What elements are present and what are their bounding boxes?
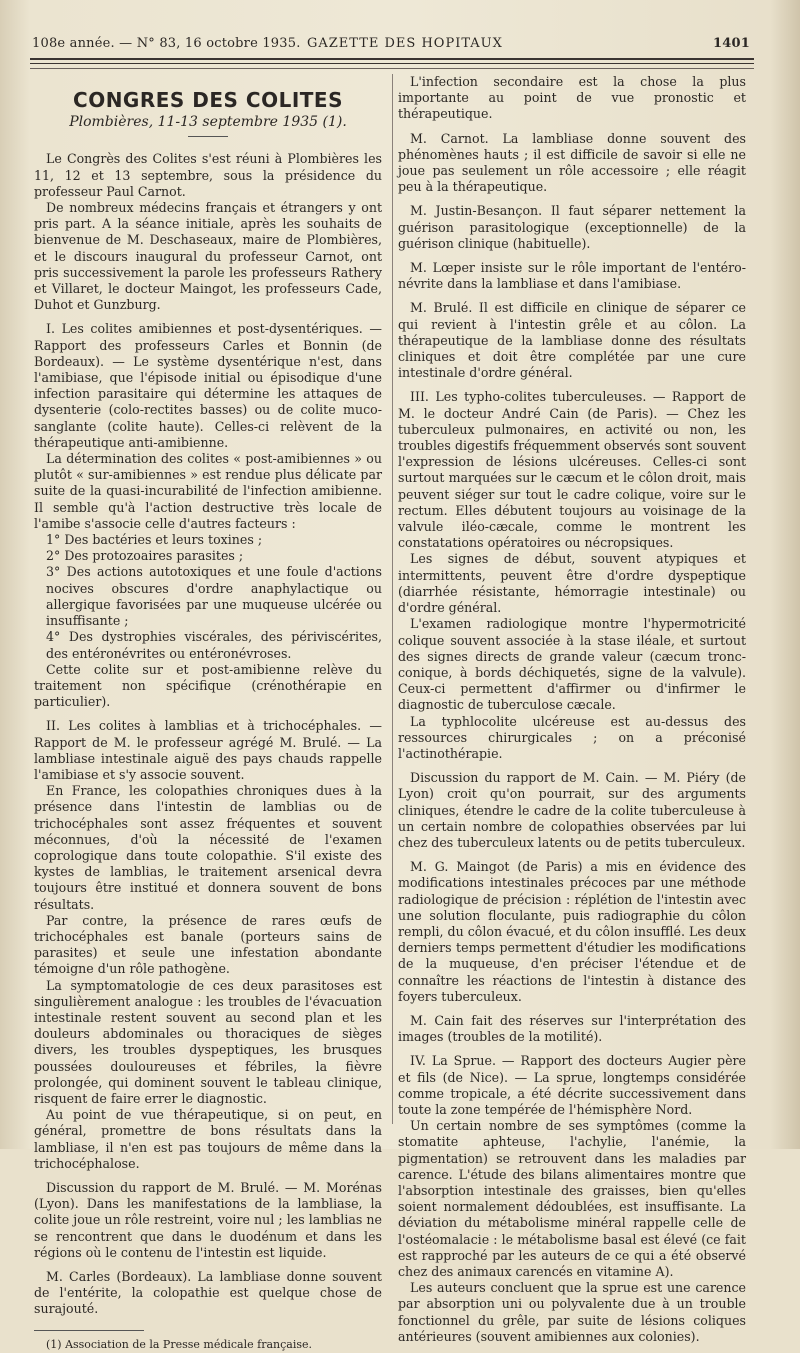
paragraph: La symptomatologie de ces deux parasitoses est singulièrement analogue : les troubles de l'évacuation intestinale restent souvent au second plan et les douleurs abdominales ou thoraciques de sièges divers, les troubles dyspeptiques, les brusques poussées douloureuses et fébriles, la fièvre prolongée, qui dominent souvent le tableau clinique, risquent de faire errer le diagnostic.	[34, 977, 382, 1106]
list-item: 2° Des protozoaires parasites ;	[46, 548, 244, 564]
paragraph: Cette colite sur et post-amibienne relève du traitement non spécifique (crénothérapie en particulier).	[34, 661, 382, 710]
paragraph: Un certain nombre de ses symptômes (comme la stomatite aphteuse, l'achylie, l'anémie, la pigmentation) se retrouvent dans les maladies par carence. L'étude des bilans alimentaires montre que l'absorption intestinale des graisses, bien qu'elles soient normalement dédoublées, est insuffisante. La déviation du métabolisme minéral rappelle celle de l'ostéomalacie : le métabolisme basal est élevé (ce fait est rapproché par les auteurs de ce qui a été observé chez des animaux carencés en vitamine A).	[398, 1118, 746, 1280]
article-title: CONGRES DES COLITES	[73, 88, 343, 112]
paragraph: M. G. Maingot (de Paris) a mis en évidence des modifications intestinales précoces par une méthode radiologique de précision : réplétion de l'intestin avec une solution floculante, puis radiographie du côlon rempli, du côlon évacué, et du côlon insufflé. Les deux derniers temps permettent d'étudier les modifications de la muqueuse, d'en préciser l'étendue et de connaître les réactions de l'intestin à distance des foyers tuberculeux.	[398, 859, 746, 1004]
paragraph: L'examen radiologique montre l'hypermotricité colique souvent associée à la stase iléale, et surtout des signes directs de grande valeur (cæcum tronc-conique, à bords déchiquetés, signe de la valvule). Ceux-ci permettent d'affirmer ou d'infirmer le diagnostic de tuberculose cæcale.	[398, 616, 746, 713]
paragraph: M. Cain fait des réserves sur l'interprétation des images (troubles de la motilité).	[398, 1012, 746, 1045]
paragraph: L'infection secondaire est la chose la plus importante au point de vue pronostic et thérapeutique.	[398, 74, 746, 122]
paragraph: M. Lœper insiste sur le rôle important de l'entéro-névrite dans la lambliase et dans l'amibiase.	[398, 260, 746, 292]
paragraph: La détermination des colites « post-amibiennes » ou plutôt « sur-amibiennes » est rendue plus délicate par suite de la quasi-incurabilité de l'infection amibienne. Il semble qu'à l'action destructive très locale de l'amibe s'associe celle d'autres facteurs :	[34, 451, 382, 531]
article-subtitle: Plombières, 11-13 septembre 1935 (1).	[69, 114, 347, 131]
list-item: 4° Des dystrophies viscérales, des périviscérites, des entéronévrites ou entéronévroses.	[46, 629, 382, 661]
list-item: 3° Des actions autotoxiques et une foule d'actions nocives obscures d'ordre anaphylactique ou allergique favorisées par une muqueuse ulcérée ou insuffisante ;	[46, 564, 382, 629]
issue-info: 108e année. — N° 83, 16 octobre 1935.	[32, 36, 301, 51]
header-rule	[30, 58, 754, 60]
section-heading-paragraph: II. Les colites à lamblias et à trichocéphales. — Rapport de M. le professeur agrégé M. Brulé. — La lambliase intestinale aiguë des pays chauds rappelle l'amibiase et s'y associe souvent.	[34, 718, 382, 782]
section-heading-paragraph: III. Les typho-colites tuberculeuses. — Rapport de M. le docteur André Cain (de Paris). — Chez les tuberculeux pulmonaires, en activité ou non, les troubles digestifs fréquemment observés sont souvent l'expression de lésions ulcéreuses. Celles-ci sont surtout marquées sur le cæcum et le côlon droit, mais peuvent siéger sur tout le cadre colique, voire sur le rectum. Elles débutent toujours au voisinage de la valvule iléo-cæcale, comme le montrent les constatations opératoires ou nécropsiques.	[398, 389, 746, 551]
paragraph: M. Brulé. Il est difficile en clinique de séparer ce qui revient à l'intestin grêle et au côlon. La thérapeutique de la lambliase donne des résultats cliniques et doit être complétée par une cure intestinale d'ordre général.	[398, 300, 746, 381]
title-rule	[188, 136, 228, 137]
left-column	[34, 78, 382, 1353]
right-column	[398, 74, 746, 1345]
paragraph: M. Carles (Bordeaux). La lambliase donne souvent de l'entérite, la colopathie est quelque chose de surajouté.	[34, 1269, 382, 1317]
paragraph: Par contre, la présence de rares œufs de trichocéphales est banale (porteurs sains de parasites) et seule une infestation abondante témoigne d'un rôle pathogène.	[34, 912, 382, 977]
paragraph: Le Congrès des Colites s'est réuni à Plombières les 11, 12 et 13 septembre, sous la présidence du professeur Paul Carnot.	[34, 151, 382, 199]
paragraph: La typhlocolite ulcéreuse est au-dessus des ressources chirurgicales ; on a préconisé l'actinothérapie.	[398, 713, 746, 761]
journal-name: GAZETTE DES HOPITAUX	[307, 36, 503, 51]
discussion-paragraph: Discussion du rapport de M. Brulé. — M. Morénas (Lyon). Dans les manifestations de la lambliase, la colite joue un rôle restreint, voire nul ; les lamblias ne se rencontrent que dans le duodénum et dans les régions où le contenu de l'intestin est liquide.	[34, 1180, 382, 1260]
paragraph: Au point de vue thérapeutique, si on peut, en général, promettre de bons résultats dans la lambliase, il n'en est pas toujours de même dans la trichocéphalose.	[34, 1107, 382, 1171]
list-item: 1° Des bactéries et leurs toxines ;	[46, 532, 263, 548]
header-rule	[30, 63, 754, 64]
paragraph: En France, les colopathies chroniques dues à la présence dans l'intestin de lamblias ou de trichocéphales sont assez fréquentes et souvent méconnues, d'où la nécessité de l'examen coprologique dans toute colopathie. S'il existe des kystes de lamblias, le traitement arsenical devra toujours être institué et donnera souvent de bons résultats.	[34, 783, 382, 912]
footnote-rule	[34, 1330, 144, 1331]
page-number: 1401	[713, 36, 750, 51]
paragraph: Les auteurs concluent que la sprue est une carence par absorption uni ou polyvalente due à un trouble fonctionnel du grêle, par suite de lésions coliques antérieures (souvent amibiennes aux colonies).	[398, 1280, 746, 1344]
paragraph: M. Justin-Besançon. Il faut séparer nettement la guérison parasitologique (exceptionnelle) de la guérison clinique (habituelle).	[398, 203, 746, 251]
header-rule	[30, 68, 754, 69]
paragraph: Les signes de début, souvent atypiques et intermittents, peuvent être d'ordre dyspeptique (diarrhée résistante, hémorragie intestinale) ou d'ordre général.	[398, 551, 746, 616]
footnote: (1) Association de la Presse médicale française.	[46, 1337, 313, 1351]
column-divider	[392, 74, 393, 1124]
section-heading-paragraph: I. Les colites amibiennes et post-dysentériques. — Rapport des professeurs Carles et Bonnin (de Bordeaux). — Le système dysentérique n'est, dans l'amibiase, que l'épisode initial ou épisodique d'une infection parasitaire qui détermine les attaques de dysenterie (colo-rectites basses) ou de colite muco-sanglante (colite haute). Celles-ci relèvent de la thérapeutique anti-amibienne.	[34, 321, 382, 450]
section-heading-paragraph: IV. La Sprue. — Rapport des docteurs Augier père et fils (de Nice). — La sprue, longtemps considérée comme tropicale, a été décrite successivement dans toute la zone tempérée de l'hémisphère Nord.	[398, 1053, 746, 1117]
discussion-paragraph: Discussion du rapport de M. Cain. — M. Piéry (de Lyon) croit qu'on pourrait, sur des arguments cliniques, étendre le cadre de la colite tuberculeuse à un certain nombre de colopathies observées par lui chez des tuberculeux latents ou de petits tuberculeux.	[398, 770, 746, 850]
running-header	[32, 36, 750, 54]
paragraph: De nombreux médecins français et étrangers y ont pris part. A la séance initiale, après les souhaits de bienvenue de M. Deschaseaux, maire de Plombières, et le discours inaugural du professeur Carnot, ont pris successivement la parole les professeurs Rathery et Villaret, le docteur Maingot, les professeurs Cade, Duhot et Gunzburg.	[34, 200, 382, 313]
paragraph: M. Carnot. La lambliase donne souvent des phénomènes hauts ; il est difficile de savoir si elle ne joue pas seulement un rôle accessoire ; elle réagit peu à la thérapeutique.	[398, 130, 746, 195]
